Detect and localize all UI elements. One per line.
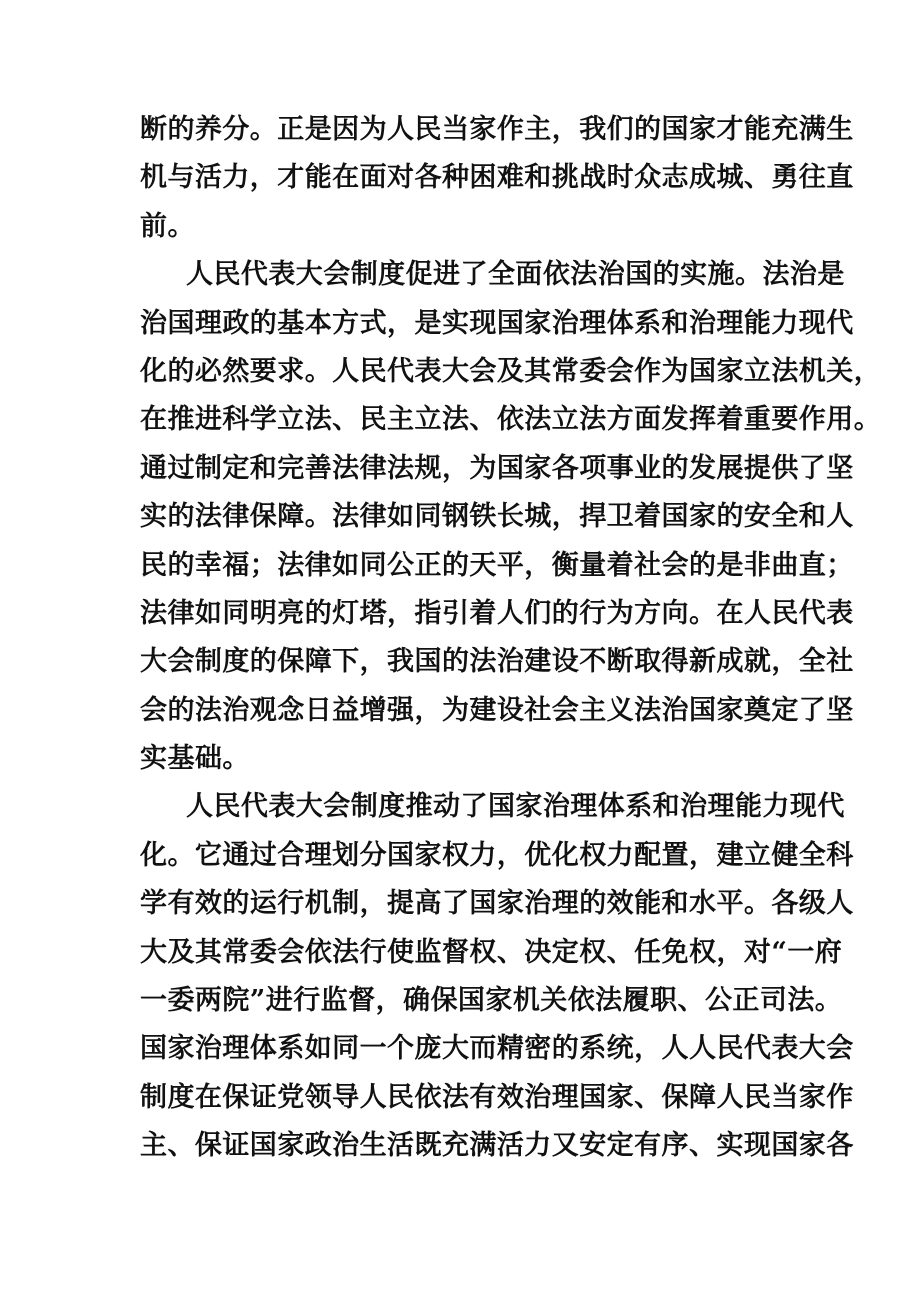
text-line: 实的法律保障。法律如同钢铁长城，捍卫着国家的安全和人 [140, 501, 854, 533]
text-line: 会的法治观念日益增强，为建设社会主义法治国家奠定了坚 [140, 694, 854, 726]
text-line: 在推进科学立法、民主立法、依法立法方面发挥着重要作用。 [140, 404, 882, 436]
document-body [140, 106, 882, 1171]
paragraph-start-line: 人民代表大会制度促进了全面依法治国的实施。法治是 [186, 259, 845, 291]
text-line: 前。 [140, 210, 195, 242]
text-line: 实基础。 [140, 743, 250, 775]
text-line: 化。它通过合理划分国家权力，优化权力配置，建立健全科 [140, 839, 854, 871]
text-line: 一委两院”进行监督，确保国家机关依法履职、公正司法。 [140, 985, 843, 1017]
text-line: 通过制定和完善法律法规，为国家各项事业的发展提供了坚 [140, 452, 854, 484]
text-line: 化的必然要求。人民代表大会及其常委会作为国家立法机关， [140, 355, 882, 387]
text-line: 学有效的运行机制，提高了国家治理的效能和水平。各级人 [140, 888, 854, 920]
text-line: 主、保证国家政治生活既充满活力又安定有序、实现国家各 [140, 1130, 854, 1162]
text-line: 大及其常委会依法行使监督权、决定权、任免权，对“一府 [140, 936, 843, 968]
text-line: 制度在保证党领导人民依法有效治理国家、保障人民当家作 [140, 1081, 854, 1113]
text-line: 法律如同明亮的灯塔，指引着人们的行为方向。在人民代表 [140, 597, 854, 629]
text-line: 国家治理体系如同一个庞大而精密的系统，人人民代表大会 [140, 1033, 854, 1065]
text-line: 断的养分。正是因为人民当家作主，我们的国家才能充满生 [140, 114, 854, 145]
text-line: 大会制度的保障下，我国的法治建设不断取得新成就，全社 [140, 646, 854, 678]
paragraph-start-line: 人民代表大会制度推动了国家治理体系和治理能力现代 [186, 791, 845, 823]
text-line: 民的幸福；法律如同公正的天平，衡量着社会的是非曲直； [140, 549, 854, 581]
text-line: 治国理政的基本方式，是实现国家治理体系和治理能力现代 [140, 307, 854, 339]
text-line: 机与活力，才能在面对各种困难和挑战时众志成城、勇往直 [140, 162, 854, 194]
